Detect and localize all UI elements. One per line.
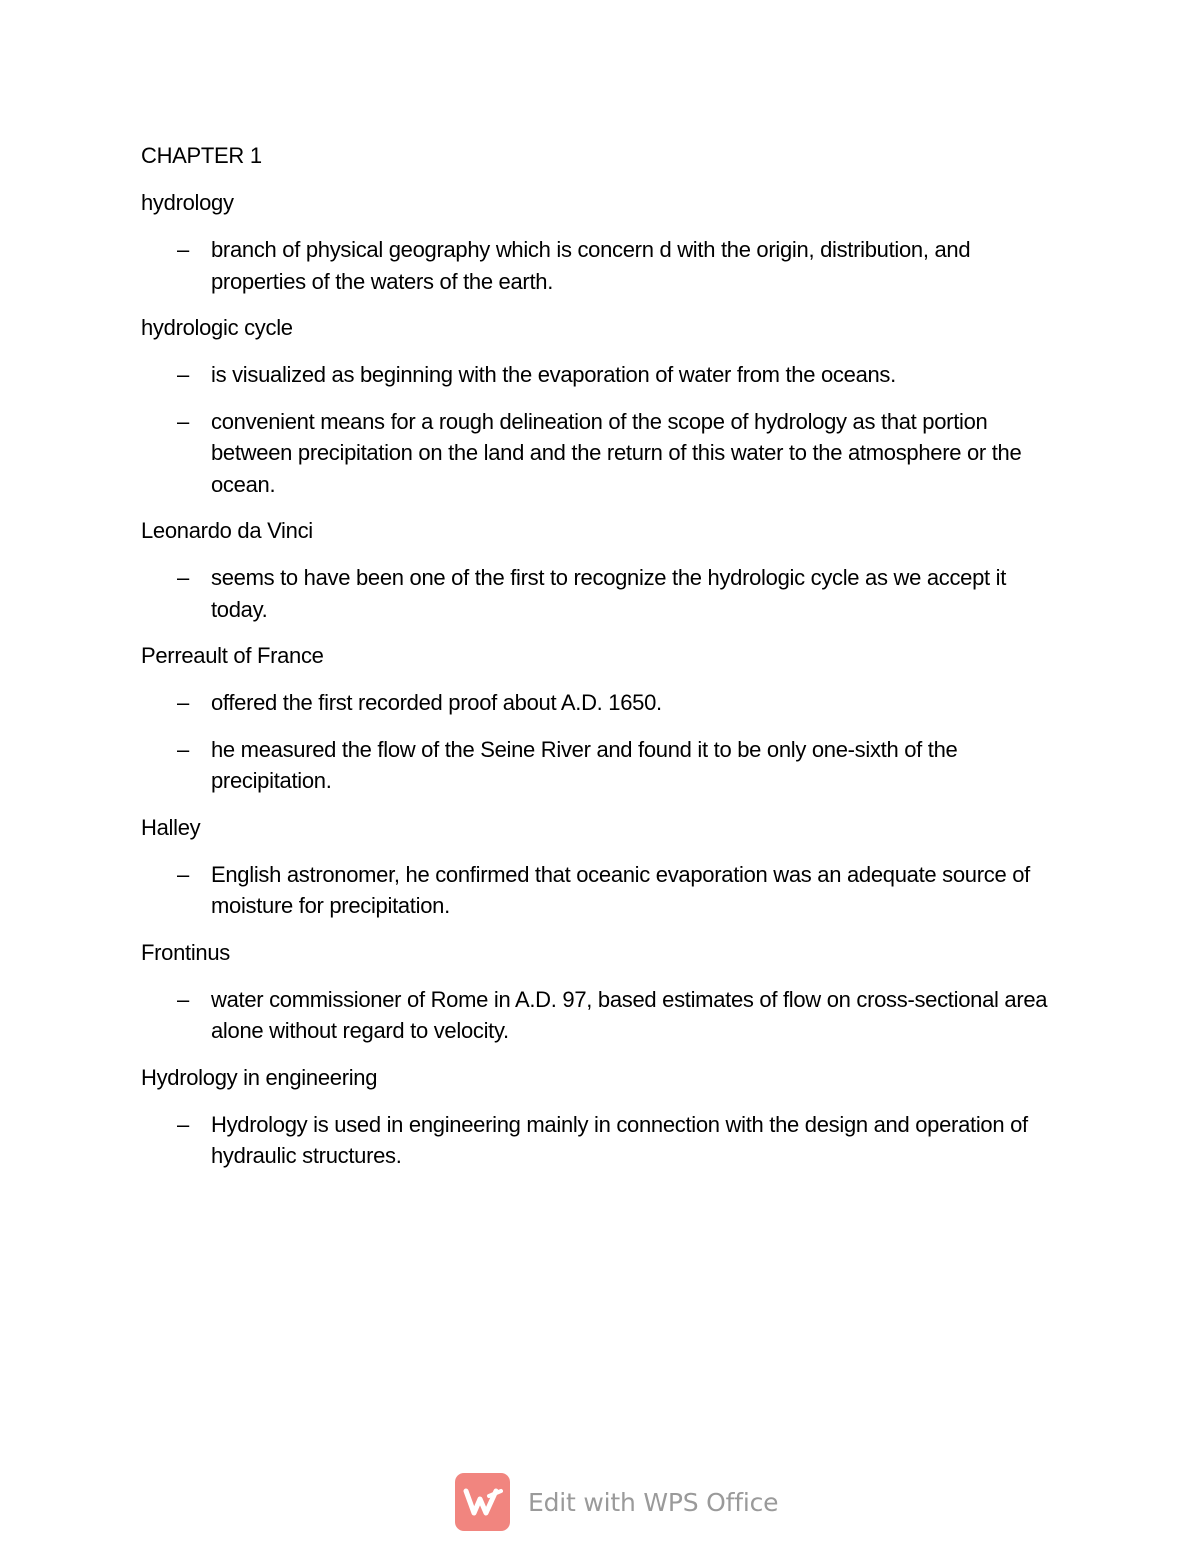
bullet-text: offered the first recorded proof about A.D. 1650.	[211, 690, 662, 715]
bullet-text: Hydrology is used in engineering mainly in connection with the design and operation of hydraulic structures.	[211, 1111, 1028, 1168]
bullet-item	[141, 234, 1061, 297]
section-halley	[141, 812, 1061, 922]
document-content	[141, 140, 1061, 1187]
term-heading: Leonardo da Vinci	[141, 518, 313, 543]
bullet-marker: –	[177, 690, 189, 715]
wps-label: Edit with WPS Office	[528, 1487, 779, 1517]
bullet-item	[141, 859, 1061, 922]
bullet-text: English astronomer, he confirmed that oceanic evaporation was an adequate source of moisture for precipitation.	[211, 861, 1030, 918]
bullet-marker: –	[177, 1111, 189, 1137]
bullet-text: branch of physical geography which is concern d with the origin, distribution, and properties of the waters of the earth.	[211, 237, 971, 294]
bullet-marker: –	[177, 237, 189, 262]
term-heading: Perreault of France	[141, 643, 324, 668]
term-heading: Frontinus	[141, 939, 231, 965]
section-frontinus	[141, 937, 1061, 1047]
section-hydrology-in-engineering	[141, 1062, 1061, 1172]
bullet-item	[141, 734, 1061, 797]
bullet-marker: –	[177, 736, 189, 762]
chapter-title: CHAPTER 1	[141, 143, 262, 168]
wps-w-glyph-icon	[463, 1487, 503, 1517]
bullet-item	[141, 687, 1061, 719]
bullet-text: is visualized as beginning with the evaporation of water from the oceans.	[211, 362, 896, 387]
bullet-text: he measured the flow of the Seine River and found it to be only one-sixth of the precipitation.	[211, 736, 958, 793]
bullet-marker: –	[177, 362, 189, 387]
term-heading: Halley	[141, 814, 201, 840]
term-heading: hydrology	[141, 190, 234, 215]
bullet-marker: –	[177, 986, 189, 1012]
bullet-marker: –	[177, 861, 189, 887]
bullet-item	[141, 359, 1061, 391]
term-heading: Hydrology in engineering	[141, 1064, 378, 1090]
bullet-marker: –	[177, 408, 189, 434]
section-hydrology	[141, 187, 1061, 297]
bullet-text: convenient means for a rough delineation of the scope of hydrology as that portion between precipitation on the land and the return of this water to the atmosphere or the ocean.	[211, 408, 1022, 497]
bullet-item	[141, 984, 1061, 1047]
bullet-item	[141, 1109, 1061, 1172]
section-leonardo-da-vinci	[141, 515, 1061, 625]
bullet-marker: –	[177, 565, 189, 590]
bullet-text: water commissioner of Rome in A.D. 97, based estimates of flow on cross-sectional area alone without regard to velocity.	[211, 986, 1048, 1043]
term-heading: hydrologic cycle	[141, 315, 293, 340]
section-perreault	[141, 640, 1061, 797]
section-hydrologic-cycle	[141, 312, 1061, 500]
bullet-text: seems to have been one of the first to recognize the hydrologic cycle as we accept it today.	[211, 565, 1007, 622]
wps-logo-icon	[455, 1473, 510, 1531]
edit-with-wps-button[interactable]	[455, 1473, 778, 1531]
bullet-item	[141, 406, 1061, 501]
bullet-item	[141, 562, 1061, 625]
